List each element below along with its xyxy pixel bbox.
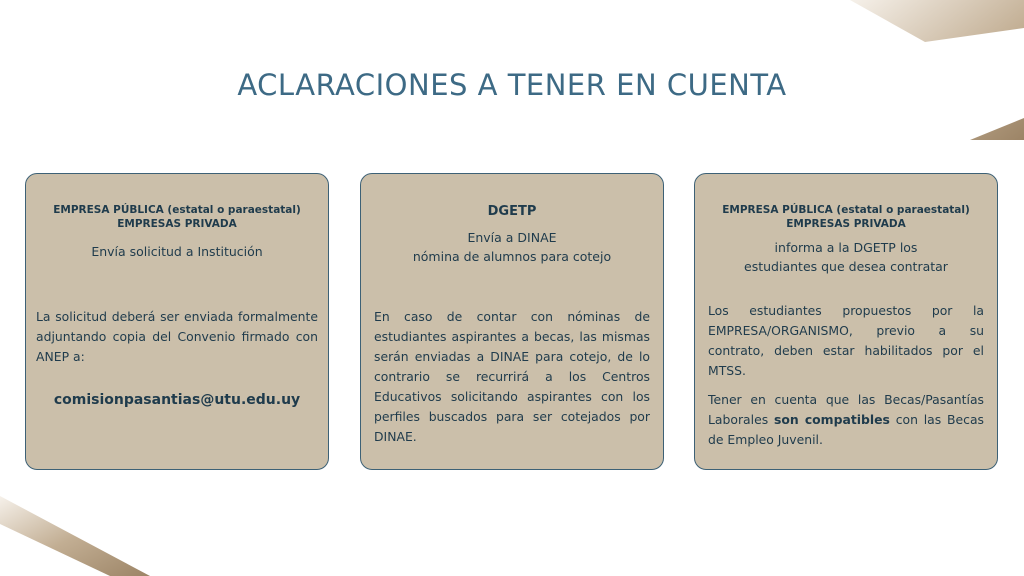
compatibility-note: Tener en cuenta que las Becas/Pasantías Laborales son compatibles con las Becas de Empleo Juvenil. [708,392,985,447]
card-empresa-informa [694,173,998,470]
card-heading: DGETP [487,204,537,219]
page-title: ACLARACIONES A TENER EN CUENTA [237,68,787,102]
card-dgetp [360,173,664,470]
decorative-triangle-bottom-left [0,496,150,576]
card-body: La solicitud deberá ser enviada formalmente adjuntando copia del Convenio firmado con ANEP a: [36,309,318,364]
card-empresa-solicitud [25,173,329,470]
contact-email[interactable]: comisionpasantias@utu.edu.uy [53,392,301,408]
card-heading: EMPRESA PÚBLICA (estatal o paraestatal) EMPRESAS PRIVADA [53,204,301,230]
card-subtitle: informa a la DGETP los estudiantes que desea contratar [744,240,948,274]
card-body: Los estudiantes propuestos por la EMPRESA/ORGANISMO, previo a su contrato, deben estar habilitados por el MTSS. Tener en cuenta que las Becas/Pasantías Laborales son compatibles con las Becas de Empleo Juvenil. [708,301,984,450]
card-body: En caso de contar con nóminas de estudiantes aspirantes a becas, las mismas serán enviadas a DINAE para cotejo, de lo contrario se recurrirá a los Centros Educativos solicitando aspirantes con los perfiles buscados para ser cotejados por DINAE. [374,309,650,444]
card-subtitle: Envía solicitud a Institución [91,244,263,259]
card-heading: EMPRESA PÚBLICA (estatal o paraestatal) EMPRESAS PRIVADA [722,204,970,230]
card-subtitle: Envía a DINAE nómina de alumnos para cotejo [412,230,612,264]
